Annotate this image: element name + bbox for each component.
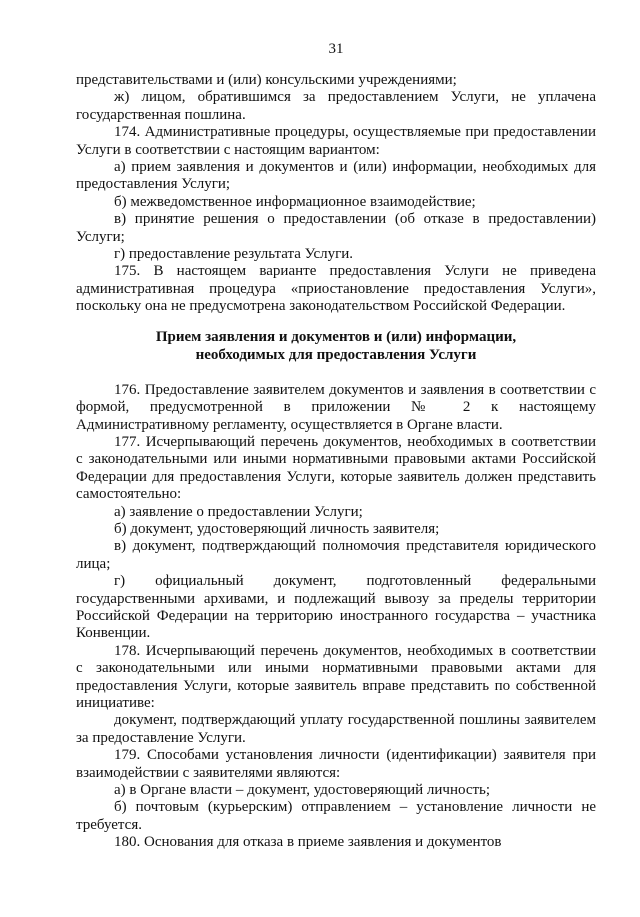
list-item: б) межведомственное информационное взаимодействие; bbox=[114, 193, 476, 210]
list-item: в) принятие решения о предоставлении (об отказе в предоставлении) Услуги; bbox=[76, 211, 596, 245]
section-heading-line: Прием заявления и документов и (или) информации, bbox=[155, 328, 517, 345]
list-item: а) прием заявления и документов и (или) информации, необходимых для предоставления Услуги; bbox=[76, 159, 596, 193]
list-item: б) почтовым (курьерским) отправлением – установление личности не требуется. bbox=[76, 799, 596, 833]
list-item: г) предоставление результата Услуги. bbox=[114, 246, 354, 263]
paragraph-179: 179. Способами установления личности (идентификации) заявителя при взаимодействии с заявителями являются: bbox=[76, 747, 596, 781]
list-item: а) заявление о предоставлении Услуги; bbox=[114, 503, 363, 520]
section-heading-line: необходимых для предоставления Услуги bbox=[195, 346, 477, 363]
page-number: 31 bbox=[328, 41, 344, 57]
paragraph-176: 176. Предоставление заявителем документов и заявления в соответствии с формой, предусмотренной в приложении № 2 к настоящему Административному регламенту, осуществляется в Органе власти. bbox=[76, 381, 596, 433]
list-item: документ, подтверждающий уплату государственной пошлины заявителем за предоставление Услуги. bbox=[76, 712, 596, 746]
list-item: в) документ, подтверждающий полномочия представителя юридического лица; bbox=[76, 538, 596, 572]
paragraph-178: 178. Исчерпывающий перечень документов, необходимых в соответствии с законодательными или иными нормативными правовыми актами для предоставления Услуги, которые заявитель вправе представить по собственной инициативе: bbox=[76, 642, 596, 711]
list-item: а) в Органе власти – документ, удостоверяющий личность; bbox=[114, 782, 491, 799]
paragraph-175: 175. В настоящем варианте предоставления Услуги не приведена административная процедура «приостановление предоставления Услуги», поскольку она не предусмотрена законодательством Российской Федерации. bbox=[76, 263, 596, 315]
list-item: г) официальный документ, подготовленный федеральными государственными архивами, и подлежащий вывозу за пределы территории Российской Федерации на территорию иностранного государства – участника Конвенции. bbox=[76, 573, 596, 642]
paragraph: представительствами и (или) консульскими учреждениями; bbox=[76, 72, 457, 88]
paragraph-174: 174. Административные процедуры, осуществляемые при предоставлении Услуги в соответствии с настоящим вариантом: bbox=[76, 124, 596, 158]
paragraph-177: 177. Исчерпывающий перечень документов, необходимых в соответствии с законодательными или иными нормативными правовыми актами Российской Федерации для предоставления Услуги, которые заявитель должен представить самостоятельно: bbox=[76, 433, 596, 503]
paragraph-180: 180. Основания для отказа в приеме заявления и документов bbox=[114, 834, 502, 851]
paragraph: ж) лицом, обратившимся за предоставлением Услуги, не уплачена государственная пошлина. bbox=[76, 89, 596, 123]
section-heading bbox=[76, 328, 596, 364]
list-item: б) документ, удостоверяющий личность заявителя; bbox=[114, 520, 440, 537]
